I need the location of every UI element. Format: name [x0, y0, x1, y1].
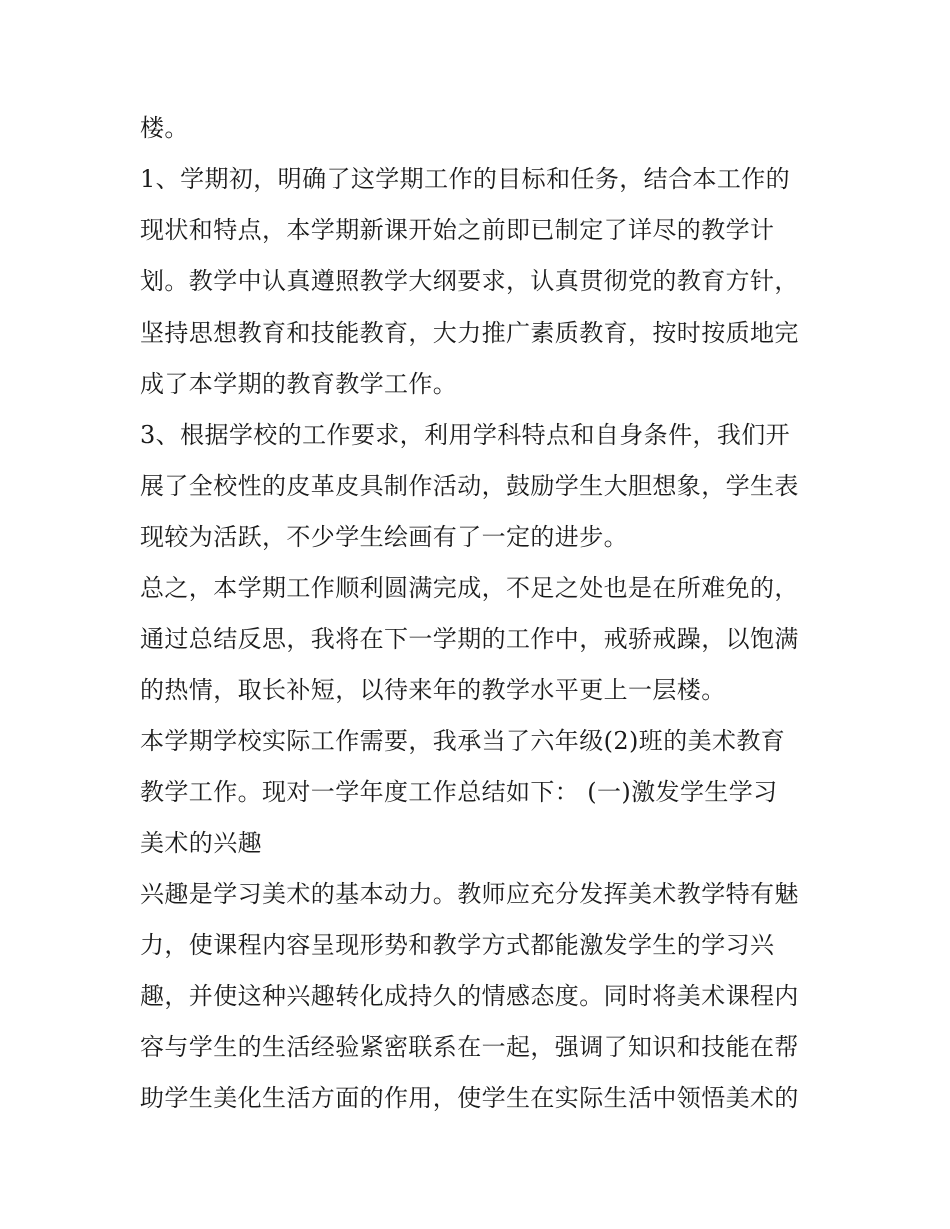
text-line: 教学工作。现对一学年度工作总结如下： (一)激发学生学习	[140, 778, 778, 806]
text-line: 划。教学中认真遵照教学大纲要求，认真贯彻党的教育方针，	[140, 267, 799, 295]
text-line: 力，使课程内容呈现形势和教学方式都能激发学生的学习兴	[140, 931, 775, 959]
text-line: 的热情，取长补短，以待来年的教学水平更上一层楼。	[140, 676, 726, 704]
text-line: 趣，并使这种兴趣转化成持久的情感态度。同时将美术课程内	[140, 982, 799, 1010]
text-line: 成了本学期的教育教学工作。	[140, 370, 458, 398]
text-line: 坚持思想教育和技能教育，大力推广素质教育，按时按质地完	[140, 319, 799, 347]
text-line: 兴趣是学习美术的基本动力。教师应充分发挥美术教学特有魅	[140, 880, 799, 908]
text-line: 展了全校性的皮革皮具制作活动，鼓励学生大胆想象，学生表	[140, 472, 799, 500]
text-line: 楼。	[140, 114, 189, 142]
text-line: 现较为活跃，不少学生绘画有了一定的进步。	[140, 523, 628, 551]
text-line: 1、学期初，明确了这学期工作的目标和任务，结合本工作的	[140, 165, 791, 193]
text-line: 总之，本学期工作顺利圆满完成，不足之处也是在所难免的，	[140, 574, 799, 602]
text-line: 容与学生的生活经验紧密联系在一起，强调了知识和技能在帮	[140, 1033, 799, 1061]
text-line: 3、根据学校的工作要求，利用学科特点和自身条件，我们开	[140, 421, 791, 449]
text-line: 现状和特点，本学期新课开始之前即已制定了详尽的教学计	[140, 216, 775, 244]
text-line: 通过总结反思，我将在下一学期的工作中，戒骄戒躁，以饱满	[140, 625, 799, 653]
text-line: 本学期学校实际工作需要，我承当了六年级(2)班的美术教育	[140, 727, 786, 755]
text-line: 助学生美化生活方面的作用，使学生在实际生活中领悟美术的	[140, 1084, 799, 1112]
text-line: 美术的兴趣	[140, 829, 262, 857]
